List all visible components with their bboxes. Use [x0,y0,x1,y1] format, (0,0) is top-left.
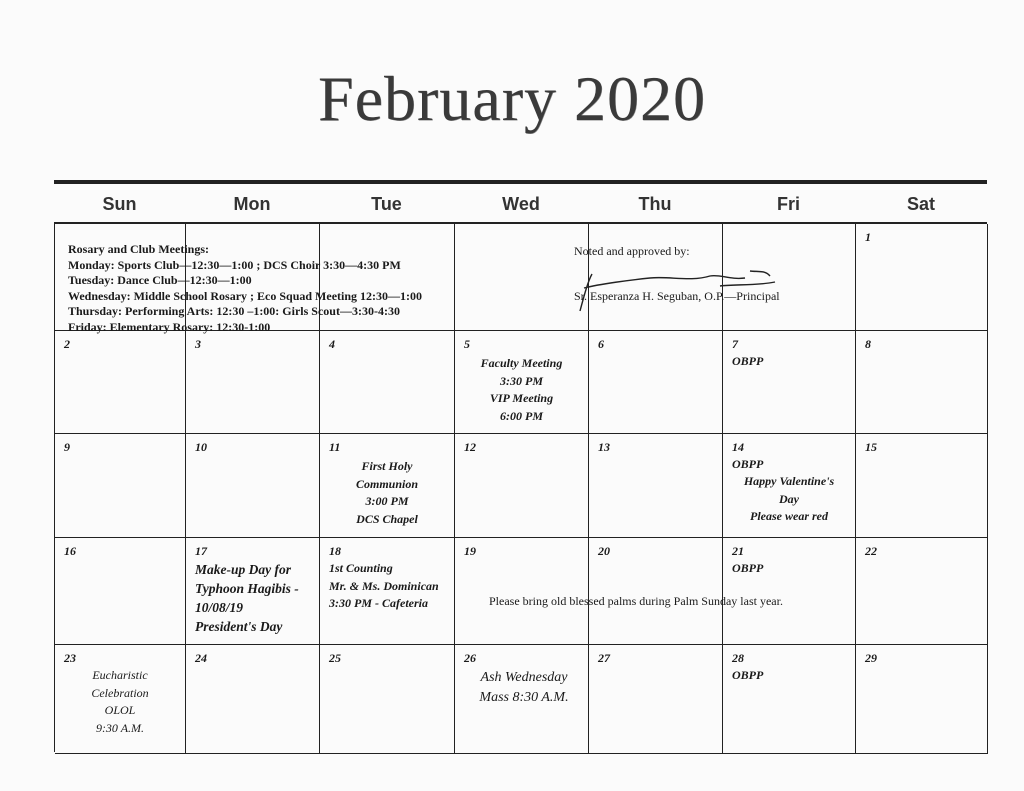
day-number: 8 [865,337,871,351]
day-cell-8 [856,331,988,434]
day-cell-14 [723,434,856,538]
weekday-mon: Mon [233,194,271,214]
event-line: Mass 8:30 A.M. [479,690,569,705]
day-cell-2 [55,331,186,434]
day-number: 15 [865,440,877,454]
event-line: OBPP [732,668,764,682]
day-cell-11 [320,434,455,538]
event-list [195,560,315,636]
event-list [59,667,181,737]
weekday-wed: Wed [502,194,540,214]
event-line: 10/08/19 [195,600,244,615]
club-notes-heading: Rosary and Club Meetings: [68,242,210,256]
day-number: 22 [865,544,877,558]
weekday-thu: Thu [638,194,672,214]
day-number: 28 [732,651,744,665]
event-line: 6:00 PM [500,408,543,423]
club-notes-line: Wednesday: Middle School Rosary ; Eco Squad Meeting 12:30—1:00 [68,288,423,303]
day-number: 4 [329,337,335,351]
day-cell-19 [455,538,589,645]
day-cell-29 [856,645,988,754]
event-line: Mr. & Ms. Dominican [329,578,439,593]
event-line: 9:30 A.M. [95,720,145,735]
day-cell-5 [455,331,589,434]
club-meetings-note [68,242,528,335]
club-notes-line: Monday: Sports Club—12:30—1:00 ; DCS Choir 3:30—4:30 PM [68,257,401,272]
day-cell-4 [320,331,455,434]
day-cell-23 [55,645,186,754]
day-cell-25 [320,645,455,754]
day-cell-10 [186,434,320,538]
day-cell-22 [856,538,988,645]
day-number: 18 [329,544,341,558]
event-line: First Holy [361,459,413,473]
day-number: 6 [598,337,604,351]
day-cell-28 [723,645,856,754]
event-list [329,560,450,613]
event-line: Please wear red [750,509,828,523]
event-line: VIP Meeting [489,391,554,405]
event-line: Celebration [91,685,149,700]
event-line: Eucharistic [92,668,148,682]
ash-wednesday-event [458,668,590,708]
event-line: OBPP [732,354,764,368]
weekday-tue: Tue [371,194,402,214]
day-cell-7 [723,331,856,434]
event-line: DCS Chapel [356,511,418,526]
event-line: Faculty Meeting [480,356,563,370]
day-number: 23 [64,651,76,665]
day-cell-27 [589,645,723,754]
club-notes-line: Friday: Elementary Rosary: 12:30-1:00 [68,319,271,334]
day-cell-13 [589,434,723,538]
day-cell-3 [186,331,320,434]
day-number: 12 [464,440,476,454]
day-number: 5 [464,337,470,351]
event-line: Happy Valentine's [743,474,835,488]
event-line: Day [779,491,799,506]
event-line: Make-up Day for [195,562,291,577]
day-number: 17 [195,544,207,558]
day-number: 2 [64,337,70,351]
event-line: Communion [355,476,419,491]
day-cell-6 [589,331,723,434]
event-list [324,458,450,528]
approval-note: Noted and approved by: [574,244,690,258]
day-cell-12 [455,434,589,538]
day-cell-20 [589,538,723,645]
day-cell-16 [55,538,186,645]
day-number: 20 [598,544,610,558]
event-line: Ash Wednesday [480,670,568,685]
day-cell-9 [55,434,186,538]
weekday-fri: Fri [776,194,800,214]
event-line: 3:30 PM [500,373,543,388]
weekday-header [54,186,987,222]
header-rule [54,180,987,184]
day-number: 3 [195,337,201,351]
day-number: 26 [464,651,476,665]
event-line: 1st Counting [329,561,393,575]
day-number: 13 [598,440,610,454]
day-number: 11 [329,440,341,454]
event-line: President's Day [195,619,283,634]
calendar-title: February 2020 [317,63,707,134]
principal-name: Sr. Esperanza H. Seguban, O.P.—Principal [574,289,780,303]
event-line: 3:00 PM [365,494,409,508]
day-number: 7 [732,337,738,351]
day-number: 16 [64,544,76,558]
club-notes-line: Tuesday: Dance Club—12:30—1:00 [68,273,252,287]
day-cell-21 [723,538,856,645]
event-list [727,473,851,526]
palms-note: Please bring old blessed palms during Palm Sunday last year. [489,594,783,608]
day-cell-17 [186,538,320,645]
day-number: 27 [598,651,610,665]
day-number: 19 [464,544,476,558]
event-line: OLOL [104,703,136,717]
day-number: 1 [865,230,871,244]
day-number: 10 [195,440,207,454]
day-cell-1 [856,224,988,331]
day-cell-15 [856,434,988,538]
day-number: 24 [195,651,207,665]
weekday-sun: Sun [102,194,137,214]
club-notes-line: Thursday: Performing Arts: 12:30 –1:00: Girls Scout—3:30-4:30 [68,304,400,318]
event-line: OBPP [732,561,764,575]
day-number: 29 [865,651,877,665]
day-number: 14 [732,440,744,454]
day-number: 25 [329,651,341,665]
event-line: Typhoon Hagibis - [195,581,299,596]
day-cell-18 [320,538,455,645]
day-cell-24 [186,645,320,754]
day-number: 21 [732,544,744,558]
day-number: 9 [64,440,70,454]
weekday-sat: Sat [906,194,935,214]
event-list [459,355,584,425]
event-line: OBPP [732,457,764,471]
event-line: 3:30 PM - Cafeteria [329,596,428,610]
